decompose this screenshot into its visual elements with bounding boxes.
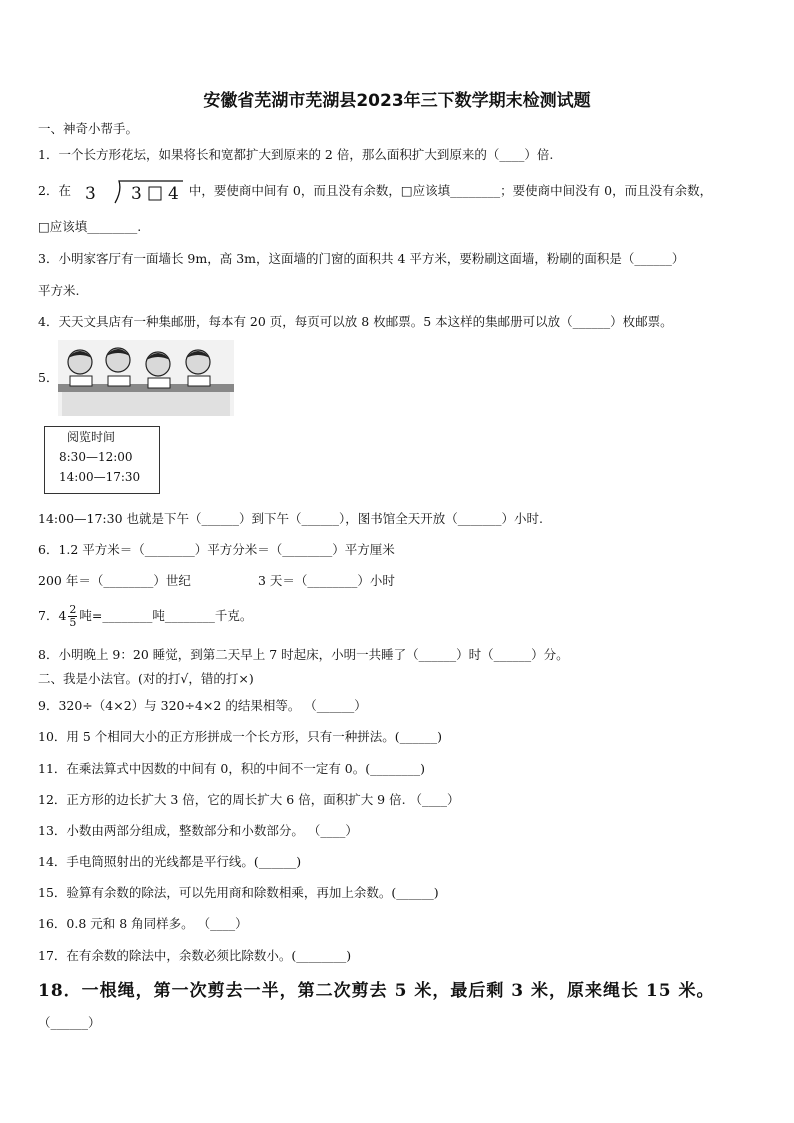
question-18: 18．一根绳，第一次剪去一半，第二次剪去 5 米，最后剩 3 米，原来绳长 15 米。 <box>38 981 715 1001</box>
judgement-9: 9．320÷（4×2）与 320÷4×2 的结果相等。 （______） <box>38 698 367 713</box>
question-7-whole: 4 <box>58 608 67 623</box>
judgement-14: 14．手电筒照射出的光线都是平行线。(______) <box>38 854 302 869</box>
judgement-12: 12．正方形的边长扩大 3 倍，它的周长扩大 6 倍，面积扩大 9 倍. （____） <box>38 792 460 807</box>
division-dividend-1: 3 <box>130 183 142 204</box>
reading-hours-box <box>44 426 160 494</box>
division-dividend-2: 4 <box>167 183 179 204</box>
question-3-cont: 平方米. <box>38 283 80 298</box>
reading-hours-title: 阅览时间 <box>67 430 116 444</box>
question-6-cont-b: 3 天＝（________）小时 <box>258 573 395 588</box>
question-7-text: 吨=________吨________千克。 <box>79 608 253 623</box>
judgement-13: 13．小数由两部分组成，整数部分和小数部分。 （____） <box>38 823 358 838</box>
division-blank-box <box>149 187 161 200</box>
judgement-16: 16．0.8 元和 8 角同样多。 （____） <box>38 916 248 931</box>
section-heading-1: 一、神奇小帮手。 <box>38 121 139 136</box>
question-7-fraction <box>68 604 77 629</box>
judgement-17: 17．在有余数的除法中，余数必须比除数小。(________) <box>38 948 352 963</box>
question-6-cont-a: 200 年＝（________）世纪 <box>38 573 191 588</box>
question-7 <box>38 600 252 632</box>
judgement-10: 10．用 5 个相同大小的正方形拼成一个长方形，只有一种拼法。(______) <box>38 729 443 744</box>
section-heading-2: 二、我是小法官。(对的打√，错的打×) <box>38 671 254 686</box>
reading-hours-row-1: 8:30—12:00 <box>59 450 133 464</box>
question-2 <box>38 178 712 204</box>
reading-hours-row-2: 14:00—17:30 <box>59 470 141 484</box>
question-5-label: 5． <box>38 370 59 385</box>
question-1: 1．一个长方形花坛，如果将长和宽都扩大到原来的 2 倍，那么面积扩大到原来的（____）倍. <box>38 147 554 162</box>
question-2-prefix: 2．在 <box>38 183 71 198</box>
question-18-answer: （______） <box>38 1015 101 1030</box>
question-4: 4．天天文具店有一种集邮册，每本有 20 页，每页可以放 8 枚邮票。5 本这样的集邮册可以放（______）枚邮票。 <box>38 314 673 329</box>
fraction-numerator: 2 <box>69 603 77 616</box>
judgement-15: 15．验算有余数的除法，可以先用商和除数相乘，再加上余数。(______) <box>38 885 439 900</box>
question-8: 8．小明晚上 9：20 睡觉，到第二天早上 7 时起床，小明一共睡了（______）时（______）分。 <box>38 647 569 662</box>
question-7-prefix: 7． <box>38 608 59 623</box>
question-5-text: 14:00—17:30 也就是下午（______）到下午（______），图书馆全天开放（_______）小时. <box>38 511 543 526</box>
division-divisor: 3 <box>84 183 96 204</box>
judgement-11: 11．在乘法算式中因数的中间有 0，积的中间不一定有 0。(________) <box>38 761 426 776</box>
children-reading-illustration <box>58 340 234 416</box>
long-division-figure <box>75 179 185 205</box>
question-2-cont: □应该填________. <box>38 219 142 234</box>
question-2-text: 中，要使商中间有 0，而且没有余数，□应该填________；要使商中间没有 0，而且没有余数， <box>188 183 713 198</box>
page-title: 安徽省芜湖市芜湖县2023年三下数学期末检测试题 <box>203 91 591 111</box>
question-3: 3．小明家客厅有一面墙长 9m，高 3m，这面墙的门窗的面积共 4 平方米，要粉刷这面墙，粉刷的面积是（______） <box>38 251 685 266</box>
question-6: 6．1.2 平方米＝（________）平方分米＝（________）平方厘米 <box>38 542 395 557</box>
fraction-denominator: 5 <box>69 616 77 629</box>
